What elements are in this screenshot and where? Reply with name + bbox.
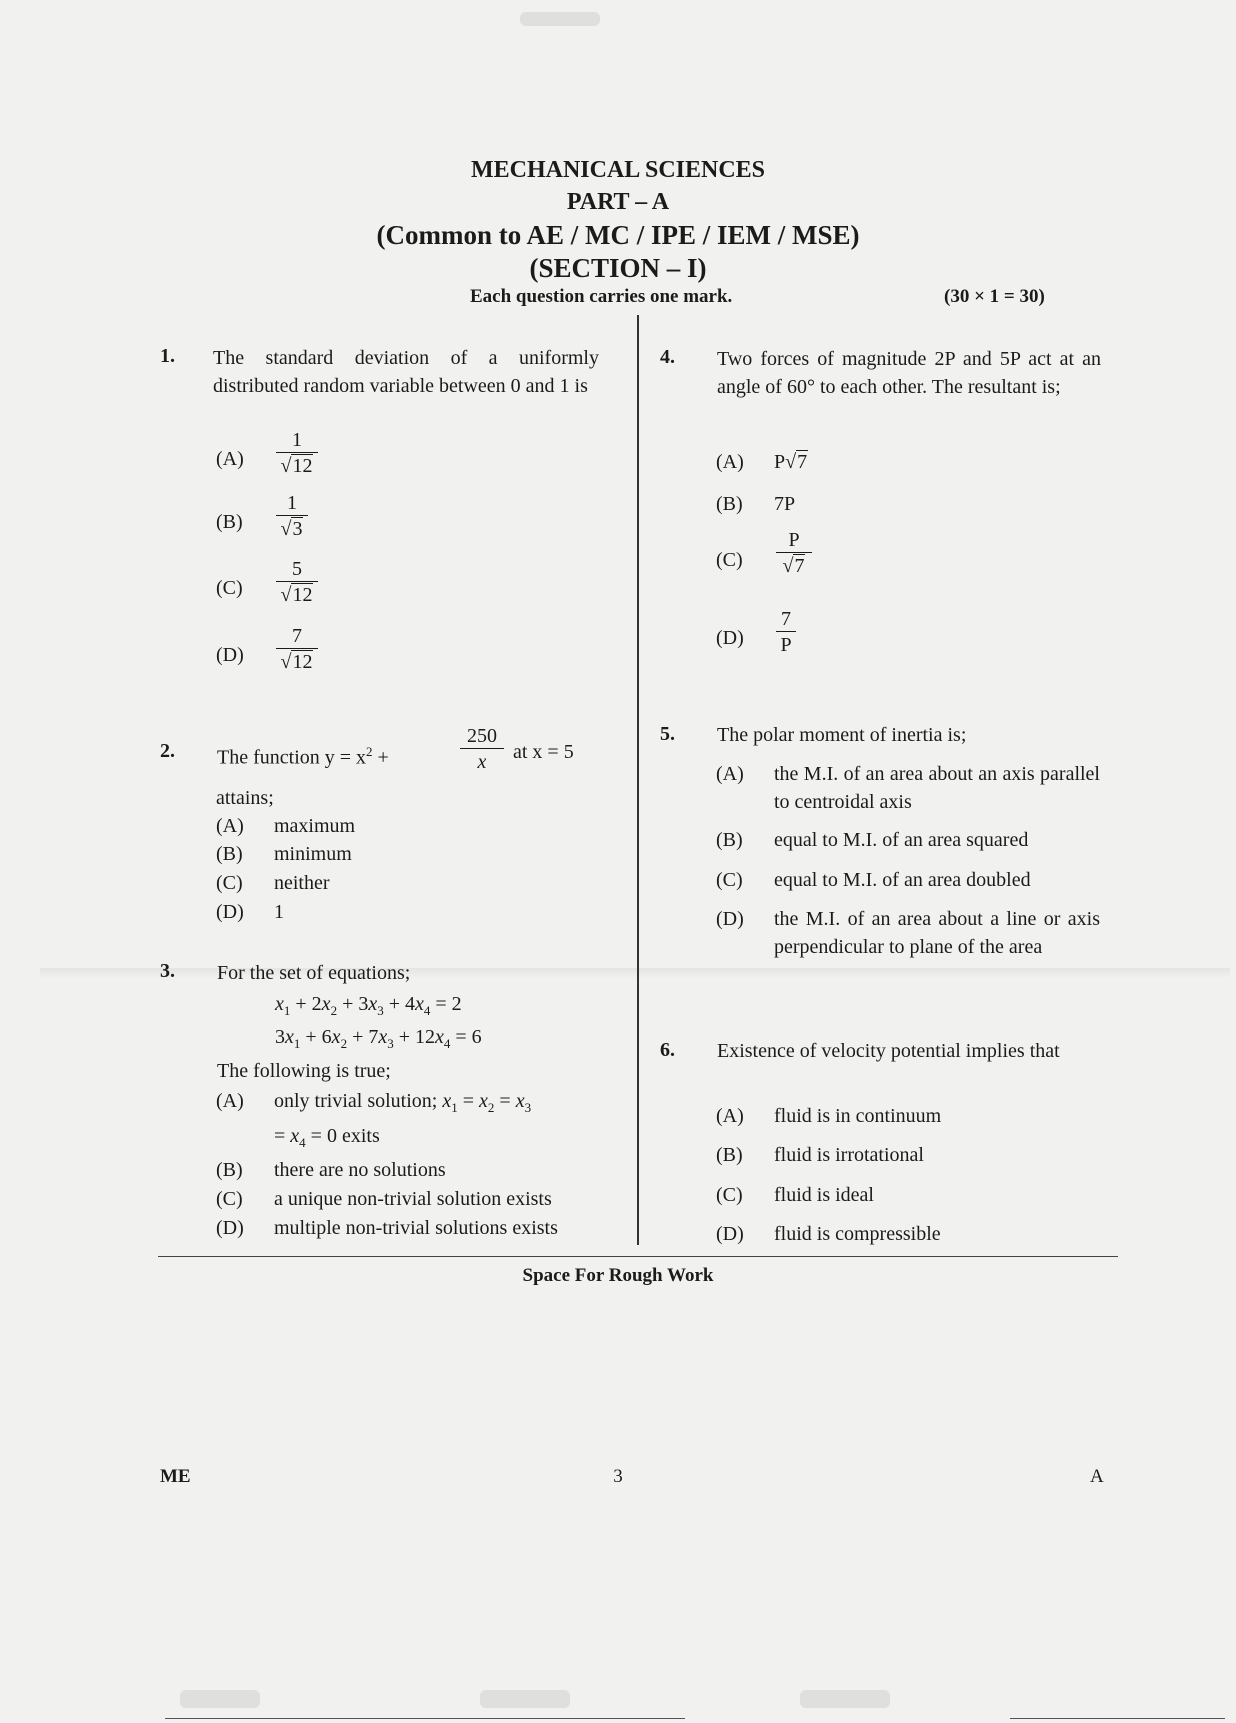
scan-smudge — [520, 12, 600, 26]
option-label: (B) — [216, 511, 243, 533]
option-label: (C) — [216, 577, 243, 599]
option-label: (A) — [716, 451, 744, 473]
following-text: The following is true; — [217, 1060, 391, 1082]
fraction-denominator: P — [780, 634, 792, 656]
option-text: multiple non-trivial solutions exists — [274, 1217, 558, 1239]
option-label: (A) — [716, 1105, 744, 1127]
option-label: (C) — [716, 869, 743, 891]
question-text: Existence of velocity potential implies that — [717, 1040, 1060, 1062]
function-prefix: The function y = x — [217, 746, 367, 769]
option-label: (B) — [216, 843, 243, 865]
question-text: The function $y = x^2$ + — [217, 744, 389, 769]
option-text: a unique non-trivial solution exists — [274, 1188, 552, 1210]
scan-smudge — [800, 1690, 890, 1708]
option-text: only trivial solution; $x_1 = x_2 = x_3$ = $x_4 = 0$ exits — [274, 1090, 532, 1150]
equation-2: $3x_1 + 6x_2 + 7x_3 + 12x_4 = 6$ — [275, 1026, 482, 1051]
function-fraction — [458, 724, 506, 775]
option-c-fraction: P √7 — [774, 528, 814, 579]
fraction-numerator: 7 — [781, 608, 791, 630]
option-label: (C) — [216, 1188, 243, 1210]
option-text: fluid is ideal — [774, 1184, 874, 1206]
fraction-denominator: 3 — [292, 518, 303, 540]
option-label: (C) — [716, 1184, 743, 1206]
bottom-rule-right — [1010, 1718, 1225, 1719]
option-d-fraction: 7 √12 — [274, 624, 320, 675]
question-text: For the set of equations; — [217, 962, 411, 984]
scan-smudge — [180, 1690, 260, 1708]
option-text: maximum — [274, 815, 356, 837]
option-label: (C) — [716, 549, 743, 571]
question-number: 3. — [160, 960, 175, 982]
option-label: (A) — [216, 815, 244, 837]
option-text: 1 — [274, 901, 284, 923]
subject-code: ME — [160, 1466, 191, 1487]
option-a-fraction: 1 √12 — [274, 428, 320, 479]
option-text: there are no solutions — [274, 1159, 446, 1181]
part-heading: PART – A — [566, 189, 670, 215]
question-number: 2. — [160, 740, 175, 762]
equation-1: $x_1 + 2x_2 + 3x_3 + 4x_4 = 2$ — [275, 993, 462, 1018]
option-label: (D) — [716, 627, 744, 649]
option-b-fraction: 1 √3 — [274, 491, 310, 542]
option-label: (D) — [216, 1217, 244, 1239]
fraction-denominator: x — [477, 751, 487, 773]
fraction-numerator: 5 — [292, 558, 302, 580]
fraction-numerator: 250 — [467, 725, 497, 747]
option-label: (A) — [216, 448, 244, 470]
question-text: Two forces of magnitude 2P and 5P act at an angle of 60° to each other. The resultant is; — [717, 348, 1101, 398]
scan-smudge — [480, 1690, 570, 1708]
booklet-series: A — [1090, 1466, 1104, 1487]
option-label: (C) — [216, 872, 243, 894]
option-label: (D) — [716, 1223, 744, 1245]
fraction-numerator: 1 — [292, 429, 302, 451]
fraction-denominator: 12 — [292, 455, 313, 477]
page-number: 3 — [613, 1466, 623, 1487]
fraction-numerator: 1 — [287, 492, 297, 514]
question-number: 4. — [660, 346, 675, 368]
option-label: (D) — [716, 908, 744, 930]
question-text: The standard deviation of a uniformly distributed random variable between 0 and 1 is — [213, 347, 599, 397]
common-heading: (Common to AE / MC / IPE / IEM / MSE) — [376, 220, 860, 250]
option-label: (B) — [716, 1144, 743, 1166]
fraction-numerator: 7 — [292, 625, 302, 647]
section-heading: (SECTION – I) — [529, 253, 707, 283]
question-text: The polar moment of inertia is; — [717, 724, 967, 746]
option-text: equal to M.I. of an area squared — [774, 829, 1029, 851]
fraction-denominator: 7 — [794, 555, 805, 577]
question-number: 5. — [660, 723, 675, 745]
option-text: fluid is in continuum — [774, 1105, 942, 1127]
option-label: (D) — [216, 644, 244, 666]
fraction-numerator: P — [788, 529, 800, 551]
option-label: (B) — [716, 829, 743, 851]
option-d-fraction — [774, 607, 798, 658]
option-text: minimum — [274, 843, 352, 865]
option-text: 7P — [774, 493, 796, 515]
fraction-denominator: 12 — [292, 651, 313, 673]
exam-title: MECHANICAL SCIENCES — [470, 157, 766, 183]
bottom-rule-left — [165, 1718, 685, 1719]
question-number: 1. — [160, 345, 175, 367]
option-label: (A) — [716, 763, 744, 785]
option-text: equal to M.I. of an area doubled — [774, 869, 1031, 891]
attains-text: attains; — [216, 787, 274, 809]
fraction-denominator: 12 — [292, 584, 313, 606]
option-label: (B) — [716, 493, 743, 515]
option-text: P√7 — [774, 451, 808, 473]
option-c-fraction: 5 √12 — [274, 557, 320, 608]
option-text: the M.I. of an area about a line or axis perpendicular to plane of the area — [774, 908, 1100, 958]
option-label: (B) — [216, 1159, 243, 1181]
option-text: fluid is irrotational — [774, 1144, 924, 1166]
option-label: (D) — [216, 901, 244, 923]
option-text: fluid is compressible — [774, 1223, 941, 1245]
question-number: 6. — [660, 1039, 675, 1061]
marks-note: Each question carries one mark. — [470, 286, 733, 307]
section-rule — [158, 1256, 1118, 1257]
option-text: the M.I. of an area about an axis parallel to centroidal axis — [774, 763, 1100, 813]
function-suffix: at x = 5 — [513, 741, 574, 763]
option-label: (A) — [216, 1090, 244, 1112]
total-marks: (30 × 1 = 30) — [944, 286, 1045, 307]
rough-work-label: Space For Rough Work — [522, 1265, 714, 1286]
column-divider — [637, 315, 639, 1245]
option-text: neither — [274, 872, 330, 894]
